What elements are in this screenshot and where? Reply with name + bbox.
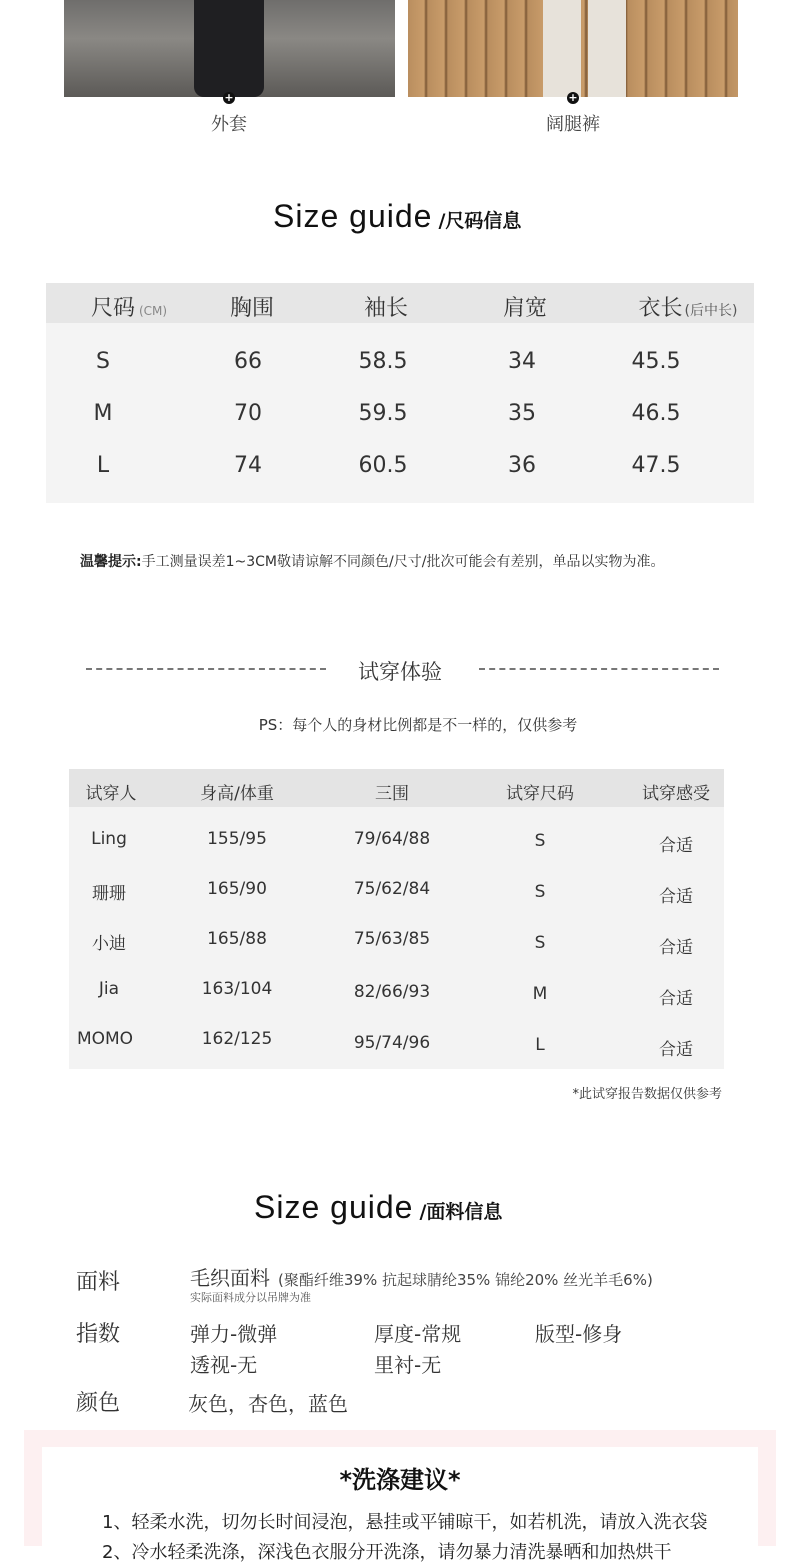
length-col-header: 衣长 (后中长): [638, 296, 738, 321]
divider-left: [86, 668, 326, 670]
size-col-header: 试穿尺码: [506, 784, 574, 804]
trial-title: 试穿体验: [358, 660, 442, 684]
wash-item: 2、冷水轻柔洗涤，深浅色衣服分开洗涤，请勿暴力清洗暴晒和加热烘干: [102, 1542, 672, 1563]
size-col-header: 尺码 (CM): [90, 296, 168, 321]
plus-icon[interactable]: +: [568, 91, 578, 104]
photo-figure-left-leg: [543, 0, 581, 97]
size-table: 尺码 (CM) 胸围 袖长 肩宽 衣长 (后中长) S 66 58.5 34 45.5 M 70 59.5 35 46.5 L 74 60.5 36 47.5: [46, 283, 754, 503]
product-photo-coat: [64, 0, 395, 97]
fabric-guide-title: Size guide: [254, 1189, 414, 1225]
color-label: 颜色: [76, 1391, 121, 1416]
size-guide-heading: [273, 198, 521, 235]
photo-figure: [194, 0, 264, 97]
feeling-col-header: 试穿感受: [642, 784, 710, 804]
material-label: 面料: [76, 1270, 121, 1295]
photo-figure-right-leg: [588, 0, 626, 97]
plus-icon[interactable]: +: [224, 91, 234, 104]
product-photo-pants: [408, 0, 738, 97]
index-lining: 里衬-无: [374, 1353, 442, 1377]
fabric-heading: [254, 1189, 502, 1226]
fabric-guide-subtitle: /面料信息: [419, 1201, 503, 1223]
wash-item: 1、轻柔水洗，切勿长时间浸泡，悬挂或平铺晾干，如若机洗，请放入洗衣袋: [102, 1512, 708, 1533]
index-thickness: 厚度-常规: [374, 1322, 462, 1346]
tip-text: 手工测量误差1~3CM敬请谅解不同颜色/尺寸/批次可能会有差别，单品以实物为准。: [141, 554, 665, 570]
material-main: 毛织面料: [190, 1266, 270, 1290]
trial-ps-note: PS：每个人的身材比例都是不一样的，仅供参考: [258, 716, 578, 734]
color-value: 灰色，杏色，蓝色: [188, 1392, 348, 1416]
product-caption-coat: 外套: [211, 114, 247, 135]
divider-right: [479, 668, 719, 670]
chest-col-header: 胸围: [229, 296, 275, 321]
trial-note: *此试穿报告数据仅供参考: [572, 1087, 722, 1102]
size-guide-subtitle: /尺码信息: [438, 210, 522, 232]
index-transparency: 透视-无: [190, 1353, 258, 1377]
tip-label: 温馨提示:: [80, 554, 142, 570]
measurements-col-header: 三围: [375, 784, 409, 804]
size-guide-title: Size guide: [273, 198, 433, 234]
material-value: [190, 1262, 653, 1291]
index-label: 指数: [76, 1322, 121, 1347]
product-caption-pants: 阔腿裤: [546, 114, 600, 135]
tester-col-header: 试穿人: [85, 784, 137, 804]
sleeve-col-header: 袖长: [363, 296, 409, 321]
height-weight-col-header: 身高/体重: [200, 784, 274, 804]
wash-title: *洗涤建议*: [339, 1466, 461, 1494]
measurement-tip: [80, 551, 664, 571]
material-detail: (聚酯纤维39% 抗起球腈纶35% 锦纶20% 丝光羊毛6%): [278, 1271, 653, 1289]
trial-table: 试穿人 身高/体重 三围 试穿尺码 试穿感受 Ling 155/95 79/64/88 S 合适 珊珊 165/90 75/62/84 S 合适 小迪 165/88 75/63/85 S 合适 Jia 163/104 82/66/93 M 合适 MOMO 162/125 95/74/96 L 合适: [69, 769, 724, 1069]
shoulder-col-header: 肩宽: [502, 296, 548, 321]
material-note: 实际面料成分以吊牌为准: [190, 1291, 311, 1304]
index-fit: 版型-修身: [535, 1322, 623, 1346]
index-elasticity: 弹力-微弹: [190, 1322, 278, 1346]
